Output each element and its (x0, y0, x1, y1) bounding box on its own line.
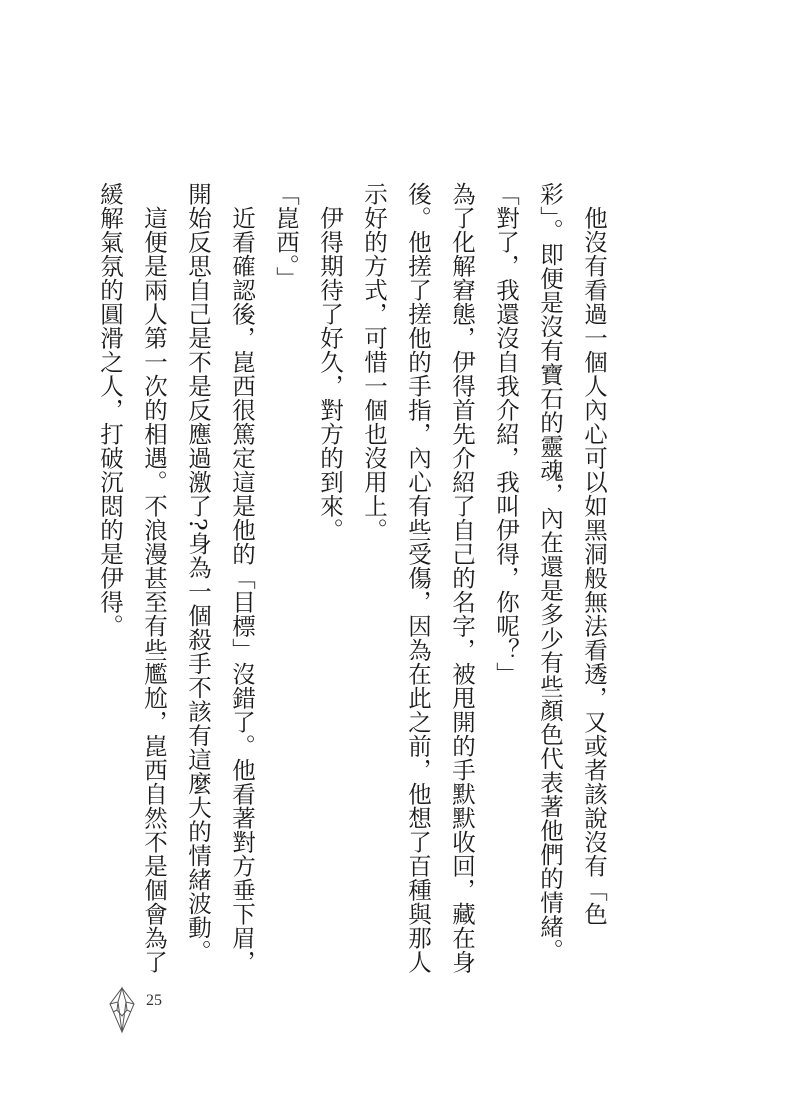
paragraph-5: 「崑西。」 (272, 182, 300, 291)
paragraph-6: 近看確認後，崑西很篤定這是他的「目標」沒錯了。他看著對方垂下眉，開始反思自己是不是反應過激了?身為一個殺手不該有這麼大的情緒波動。 (184, 182, 256, 974)
paragraph-2: 「對了，我還沒自我介紹，我叫伊得，你呢？」 (492, 182, 520, 686)
page-footer (108, 986, 162, 1034)
gem-icon (108, 986, 136, 1034)
paragraph-7: 這便是兩人第一次的相遇。不浪漫甚至有些尷尬，崑西自然不是個會為了緩解氣氛的圓滑之人，打破沉悶的是伊得。 (96, 182, 168, 974)
paragraph-1: 他沒有看過一個人內心可以如黑洞般無法看透，又或者該說沒有「色彩」。即便是沒有寶石的靈魂，內在還是多少有些顏色代表著他們的情緒。 (536, 182, 608, 963)
page-number: 25 (146, 992, 162, 1009)
paragraph-3: 為了化解窘態，伊得首先介紹了自己的名字，被甩開的手默默收回，藏在身後。他搓了搓他的手指，內心有些受傷，因為在此之前，他想了百種與那人示好的方式，可惜一個也沒用上。 (360, 182, 476, 974)
page-body (96, 182, 616, 982)
paragraph-4: 伊得期待了好久，對方的到來。 (316, 205, 344, 542)
